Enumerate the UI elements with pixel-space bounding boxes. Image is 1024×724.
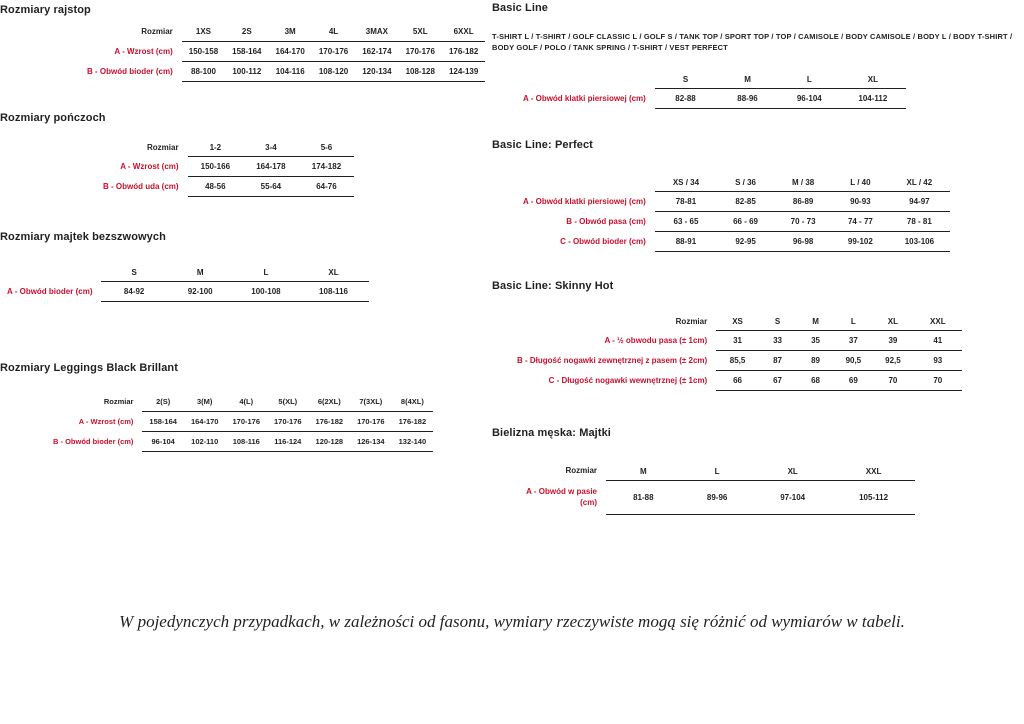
header-rozmiar: Rozmiar xyxy=(147,142,179,152)
table-cell: 31 xyxy=(716,331,759,351)
row-label: A - Wzrost (cm) xyxy=(120,162,179,171)
table-cell: 84-92 xyxy=(101,282,166,302)
table-cell: 103-106 xyxy=(889,231,951,251)
header-cell: L / 40 xyxy=(850,177,871,187)
block-title: Bielizna męska: Majtki xyxy=(492,427,611,440)
table-row xyxy=(80,41,485,61)
table-cell: 170-176 xyxy=(350,411,392,431)
header-cell: XL / 42 xyxy=(906,177,933,187)
table-cell: 78-81 xyxy=(655,191,717,211)
table-cell: 174-182 xyxy=(299,157,355,177)
table-cell: 104-112 xyxy=(840,88,906,108)
table-cell: 92,5 xyxy=(872,351,914,371)
header-cell: 6(2XL) xyxy=(317,397,341,407)
header-empty xyxy=(516,70,655,89)
header-rozmiar: Rozmiar xyxy=(675,316,708,326)
left-column xyxy=(0,0,480,470)
table-row xyxy=(516,88,906,108)
header-cell: XS xyxy=(732,317,743,326)
header-cell: M xyxy=(812,317,819,326)
table-cell: 82-88 xyxy=(655,88,716,108)
table-cell: 88-96 xyxy=(716,88,779,108)
block-subtitle: T-SHIRT L / T-SHIRT / GOLF CLASSIC L / GOLF S / TANK TOP / SPORT TOP / TOP / CAMISOLE / BODY CAMISOLE / BODY L / BODY T-SHIRT / BODY GOLF / POLO / TANK SPRING / T-SHIRT / VEST PERFECT xyxy=(492,32,1013,52)
table-cell: 158-164 xyxy=(225,41,268,61)
header-cell: 5XL xyxy=(412,27,428,37)
block-title: Rozmiary Leggings Black Brillant xyxy=(0,362,179,374)
table-header-row xyxy=(516,173,950,192)
table-cell: 176-182 xyxy=(309,411,351,431)
table-cell: 88-100 xyxy=(182,61,225,81)
table-row xyxy=(96,177,354,197)
header-cell: 2(S) xyxy=(156,397,171,407)
table-cell: 158-164 xyxy=(142,411,184,431)
table-cell: 164-170 xyxy=(184,411,226,431)
header-cell: S xyxy=(774,317,781,326)
header-cell: 3(M) xyxy=(197,397,213,407)
row-label: C - Długość nogawki wewnętrznej (± 1cm) xyxy=(548,376,708,386)
table-header-row xyxy=(96,138,354,157)
header-cell: L xyxy=(714,466,720,476)
table-cell: 66 xyxy=(716,371,759,391)
table-cell: 108-128 xyxy=(399,61,442,81)
table-cell: 64-76 xyxy=(299,177,355,197)
header-cell: M xyxy=(744,74,751,84)
header-cell: S xyxy=(682,74,689,84)
table-row xyxy=(46,431,433,451)
table-cell: 170-176 xyxy=(399,41,442,61)
table-row xyxy=(510,480,915,514)
block-title: Basic Line: Perfect xyxy=(492,138,593,151)
table-row xyxy=(510,371,962,391)
table-leggings xyxy=(46,392,433,452)
table-cell: 33 xyxy=(759,331,796,351)
header-cell: M xyxy=(196,268,204,277)
header-cell: 3-4 xyxy=(265,142,277,152)
row-label: A - Obwód w pasie (cm) xyxy=(526,487,597,508)
table-cell: 74 - 77 xyxy=(832,211,888,231)
table-row xyxy=(516,231,950,251)
table-cell: 35 xyxy=(796,331,835,351)
row-label: A - Wzrost (cm) xyxy=(78,416,134,426)
row-label: A - Obwód klatki piersiowej (cm) xyxy=(523,196,646,206)
header-cell: 6XXL xyxy=(453,27,474,37)
header-cell: XL xyxy=(887,317,899,326)
header-empty xyxy=(516,173,655,192)
header-cell: 1XS xyxy=(195,27,212,37)
block-bielizna-meska-majtki xyxy=(492,427,1024,515)
header-cell: XL xyxy=(787,466,798,476)
table-header-row xyxy=(510,312,962,331)
table-row xyxy=(46,411,433,431)
header-cell: 2S xyxy=(241,27,252,37)
table-cell: 87 xyxy=(759,351,796,371)
table-row xyxy=(0,282,369,302)
table-header-row xyxy=(80,22,485,41)
table-header-row xyxy=(510,461,915,480)
row-label: A - ½ obwodu pasa (± 1cm) xyxy=(604,336,708,346)
table-row xyxy=(516,211,950,231)
table-cell: 108-116 xyxy=(298,282,368,302)
table-cell: 81-88 xyxy=(606,480,681,514)
block-rozmiary-rajstop xyxy=(0,4,480,82)
block-title: Basic Line xyxy=(492,2,549,14)
row-label: B - Obwód uda (cm) xyxy=(103,182,179,191)
table-cell: 90,5 xyxy=(835,351,872,371)
header-cell: L xyxy=(806,74,812,84)
table-header-row xyxy=(516,70,906,89)
header-cell: 8(4XL) xyxy=(400,397,424,407)
table-cell: 89 xyxy=(796,351,835,371)
table-cell: 170-176 xyxy=(225,411,267,431)
table-cell: 70 xyxy=(914,371,962,391)
table-cell: 96-104 xyxy=(142,431,184,451)
table-basic-line-perfect xyxy=(516,173,950,252)
table-header-row xyxy=(46,392,433,411)
right-column xyxy=(492,0,1024,533)
row-label: B - Obwód bioder (cm) xyxy=(87,66,173,76)
table-cell: 68 xyxy=(796,371,835,391)
header-cell: XXL xyxy=(865,466,882,476)
table-cell: 63 - 65 xyxy=(655,211,717,231)
table-cell: 108-120 xyxy=(312,61,355,81)
table-cell: 92-95 xyxy=(717,231,774,251)
header-cell: XXL xyxy=(930,317,946,326)
table-row xyxy=(510,351,962,371)
header-cell: XS / 34 xyxy=(672,177,700,187)
table-majtki-bezszwowe xyxy=(0,263,369,302)
row-label: B - Obwód pasa (cm) xyxy=(566,216,646,226)
header-cell: 7(3XL) xyxy=(359,397,383,407)
table-basic-line xyxy=(516,70,906,109)
table-cell: 39 xyxy=(872,331,914,351)
table-cell: 96-98 xyxy=(774,231,832,251)
block-title: Rozmiary rajstop xyxy=(0,4,91,16)
table-cell: 69 xyxy=(835,371,872,391)
table-cell: 89-96 xyxy=(681,480,754,514)
table-cell: 176-182 xyxy=(392,411,434,431)
table-cell: 55-64 xyxy=(243,177,299,197)
table-cell: 41 xyxy=(914,331,962,351)
table-cell: 48-56 xyxy=(188,177,244,197)
table-cell: 90-93 xyxy=(832,191,888,211)
table-cell: 97-104 xyxy=(754,480,832,514)
table-rozmiary-ponczoch xyxy=(96,138,354,198)
block-title: Rozmiary majtek bezszwowych xyxy=(0,231,166,243)
table-cell: 162-174 xyxy=(355,41,398,61)
table-cell: 86-89 xyxy=(774,191,832,211)
header-cell: 1-2 xyxy=(209,142,222,152)
table-cell: 70 - 73 xyxy=(774,211,832,231)
header-cell: XL xyxy=(328,268,339,277)
block-basic-line-perfect xyxy=(492,139,1024,252)
table-cell: 150-166 xyxy=(188,157,244,177)
row-label: A - Obwód bioder (cm) xyxy=(7,287,93,296)
table-cell: 116-124 xyxy=(267,431,309,451)
header-cell: 5-6 xyxy=(320,142,333,152)
table-cell: 67 xyxy=(759,371,796,391)
table-cell: 100-108 xyxy=(234,282,299,302)
header-empty xyxy=(0,263,101,282)
header-cell: 3MAX xyxy=(365,27,389,37)
table-cell: 176-182 xyxy=(442,41,485,61)
table-cell: 102-110 xyxy=(184,431,226,451)
header-cell: 3M xyxy=(284,27,296,37)
table-cell: 164-170 xyxy=(269,41,312,61)
table-cell: 85,5 xyxy=(716,351,759,371)
header-cell: 4(L) xyxy=(239,397,254,407)
table-row xyxy=(80,61,485,81)
table-cell: 37 xyxy=(835,331,872,351)
table-cell: 92-100 xyxy=(167,282,234,302)
table-cell: 78 - 81 xyxy=(889,211,951,231)
table-cell: 124-139 xyxy=(442,61,485,81)
table-row xyxy=(510,331,962,351)
table-cell: 93 xyxy=(914,351,962,371)
header-cell: L xyxy=(850,317,856,326)
block-majtki-bezszwowe xyxy=(0,231,480,302)
header-rozmiar: Rozmiar xyxy=(141,27,173,36)
block-basic-line-skinny-hot xyxy=(492,280,1024,392)
header-cell: M xyxy=(640,466,647,476)
footer-note: W pojedynczych przypadkach, w zależności od fasonu, wymiary rzeczywiste mogą się różnić od wymiarów w tabeli. xyxy=(119,612,905,631)
table-cell: 170-176 xyxy=(312,41,355,61)
table-cell: 66 - 69 xyxy=(717,211,774,231)
table-cell: 120-128 xyxy=(309,431,351,451)
row-label: C - Obwód bioder (cm) xyxy=(560,236,646,246)
block-rozmiary-ponczoch xyxy=(0,112,480,198)
table-row xyxy=(96,157,354,177)
header-cell: XL xyxy=(867,74,878,84)
header-cell: S xyxy=(131,268,137,277)
table-cell: 100-112 xyxy=(225,61,268,81)
table-basic-line-skinny-hot xyxy=(510,312,962,392)
header-cell: M / 38 xyxy=(792,177,815,187)
block-title: Basic Line: Skinny Hot xyxy=(492,279,614,292)
block-basic-line xyxy=(492,2,1024,109)
table-cell: 88-91 xyxy=(655,231,717,251)
table-cell: 126-134 xyxy=(350,431,392,451)
row-label: A - Wzrost (cm) xyxy=(114,46,173,56)
table-cell: 105-112 xyxy=(832,480,916,514)
table-cell: 70 xyxy=(872,371,914,391)
table-cell: 108-116 xyxy=(225,431,267,451)
table-cell: 120-134 xyxy=(355,61,398,81)
header-cell: 4L xyxy=(328,27,339,37)
block-leggings-black-brillant xyxy=(0,362,480,452)
table-cell: 104-116 xyxy=(269,61,312,81)
table-row xyxy=(516,191,950,211)
table-cell: 150-158 xyxy=(182,41,225,61)
row-label: A - Obwód klatki piersiowej (cm) xyxy=(523,93,646,103)
header-cell: L xyxy=(263,268,269,277)
table-cell: 96-104 xyxy=(779,88,840,108)
block-title: Rozmiary pończoch xyxy=(0,111,106,124)
table-cell: 132-140 xyxy=(392,431,434,451)
table-cell: 99-102 xyxy=(832,231,888,251)
table-cell: 164-178 xyxy=(243,157,299,177)
row-label: B - Długość nogawki zewnętrznej z pasem (± 2cm) xyxy=(517,356,708,366)
header-cell: S / 36 xyxy=(735,177,756,187)
header-cell: 5(XL) xyxy=(278,397,298,407)
row-label: B - Obwód bioder (cm) xyxy=(53,436,134,446)
header-rozmiar: Rozmiar xyxy=(565,466,597,476)
table-bielizna-meska-majtki xyxy=(510,461,915,515)
table-cell: 94-97 xyxy=(889,191,951,211)
table-cell: 82-85 xyxy=(717,191,774,211)
table-cell: 170-176 xyxy=(267,411,309,431)
table-header-row xyxy=(0,263,369,282)
table-rozmiary-rajstop xyxy=(80,22,485,82)
header-rozmiar: Rozmiar xyxy=(103,397,134,406)
